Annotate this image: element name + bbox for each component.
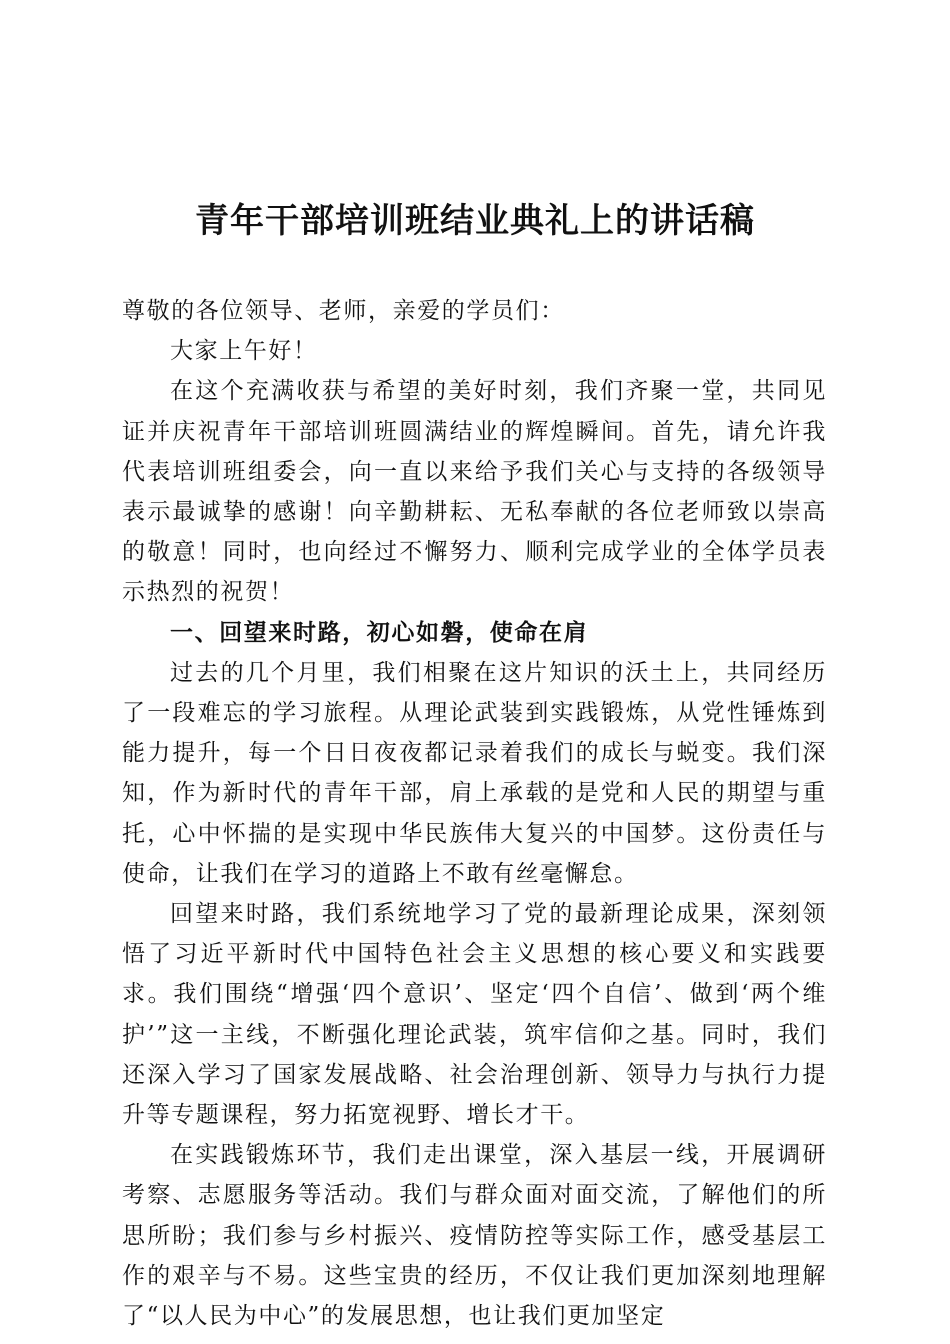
- greeting: 大家上午好！: [170, 338, 318, 365]
- salutation: 尊敬的各位领导、老师，亲爱的学员们：: [122, 298, 565, 324]
- document-title: 青年干部培训班结业典礼上的讲话稿: [195, 201, 755, 241]
- body-paragraph: 过去的几个月里，我们相聚在这片知识的沃土上，共同经历了一段难忘的学习旅程。从理论武装到实践锻炼，从党性锤炼到能力提升，每一个日日夜夜都记录着我们的成长与蜕变。我们深知，作为新时代的青年干部，肩上承载的是党和人民的期望与重托，心中怀揣的是实现中华民族伟大复兴的中国梦。这份责任与使命，让我们在学习的道路上不敢有丝毫懈怠。: [122, 659, 827, 887]
- section-heading: 一、回望来时路，初心如磐，使命在肩: [170, 619, 589, 646]
- body-paragraph: 回望来时路，我们系统地学习了党的最新理论成果，深刻领悟了习近平新时代中国特色社会主义思想的核心要义和实践要求。我们围绕“增强‘四个意识’、坚定‘四个自信’、做到‘两个维护’”这一主线，不断强化理论武装，筑牢信仰之基。同时，我们还深入学习了国家发展战略、社会治理创新、领导力与执行力提升等专题课程，努力拓宽视野、增长才干。: [122, 901, 827, 1129]
- body-paragraph: 在实践锻炼环节，我们走出课堂，深入基层一线，开展调研考察、志愿服务等活动。我们与群众面对面交流，了解他们的所思所盼；我们参与乡村振兴、疫情防控等实际工作，感受基层工作的艰辛与不易。这些宝贵的经历，不仅让我们更加深刻地理解了“以人民为中心”的发展思想，也让我们更加坚定: [122, 1142, 827, 1330]
- document-body: [122, 291, 827, 1336]
- opening-paragraph: 在这个充满收获与希望的美好时刻，我们齐聚一堂，共同见证并庆祝青年干部培训班圆满结业的辉煌瞬间。首先，请允许我代表培训班组委会，向一直以来给予我们关心与支持的各级领导表示最诚挚的感谢！向辛勤耕耘、无私奉献的各位老师致以崇高的敬意！同时，也向经过不懈努力、顺利完成学业的全体学员表示热烈的祝贺！: [122, 378, 827, 606]
